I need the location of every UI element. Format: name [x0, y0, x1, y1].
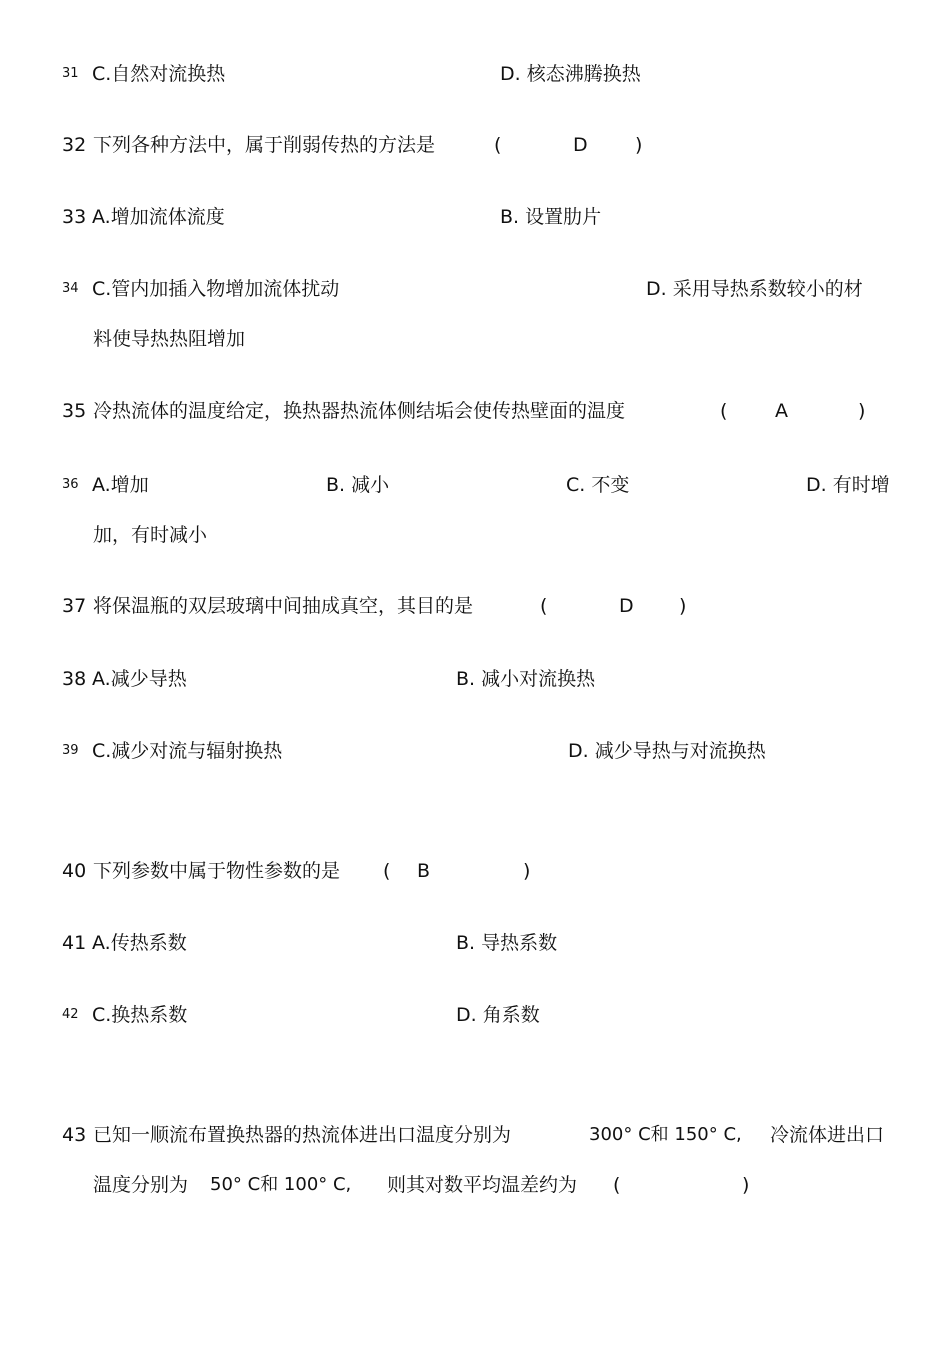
- answer-letter: A: [775, 400, 788, 422]
- question-number: 41: [62, 932, 87, 954]
- answer-letter: D: [619, 595, 634, 617]
- question-text: 下列参数中属于物性参数的是: [93, 860, 341, 882]
- option-c: C.换热系数: [92, 1004, 188, 1026]
- question-number: 37: [62, 595, 87, 617]
- question-number: 39: [62, 743, 79, 758]
- option-b: B. 减小: [326, 474, 390, 496]
- option-a: A.增加: [92, 474, 149, 496]
- answer-open-paren: (: [383, 860, 391, 882]
- question-text: 已知一顺流布置换热器的热流体进出口温度分别为: [93, 1124, 512, 1146]
- option-d: D. 角系数: [456, 1004, 540, 1026]
- question-number: 38: [62, 668, 87, 690]
- option-d-continuation: 加，有时减小: [93, 524, 208, 546]
- question-text: 下列各种方法中，属于削弱传热的方法是: [93, 134, 436, 156]
- answer-letter: B: [417, 860, 431, 882]
- question-text-continued: 冷流体进出口: [770, 1124, 885, 1146]
- question-number: 36: [62, 477, 79, 492]
- answer-close-paren: ): [858, 400, 866, 422]
- answer-close-paren: ): [635, 134, 643, 156]
- question-text: 将保温瓶的双层玻璃中间抽成真空，其目的是: [93, 595, 474, 617]
- answer-open-paren: (: [720, 400, 728, 422]
- answer-letter: D: [573, 134, 588, 156]
- option-d: D. 有时增: [806, 474, 890, 496]
- question-number: 34: [62, 281, 79, 296]
- option-b: B. 设置肋片: [500, 206, 602, 228]
- question-number: 33: [62, 206, 87, 228]
- answer-open-paren: (: [613, 1174, 621, 1196]
- option-b: B. 减小对流换热: [456, 668, 596, 690]
- question-continuation: 温度分别为: [93, 1174, 189, 1196]
- cold-fluid-temperatures: 50° C和 100° C,: [210, 1174, 352, 1195]
- answer-open-paren: (: [494, 134, 502, 156]
- option-c: C. 不变: [566, 474, 630, 496]
- question-number: 40: [62, 860, 87, 882]
- option-b: B. 导热系数: [456, 932, 558, 954]
- answer-close-paren: ): [679, 595, 687, 617]
- question-text: 冷热流体的温度给定，换热器热流体侧结垢会使传热壁面的温度: [93, 400, 626, 422]
- option-d: D. 核态沸腾换热: [500, 63, 641, 85]
- question-number: 31: [62, 66, 79, 81]
- option-c: C.减少对流与辐射换热: [92, 740, 283, 762]
- answer-open-paren: (: [540, 595, 548, 617]
- option-a: A.减少导热: [92, 668, 187, 690]
- option-d: D. 减少导热与对流换热: [568, 740, 766, 762]
- question-number: 32: [62, 134, 87, 156]
- question-number: 42: [62, 1007, 79, 1022]
- option-a: A.传热系数: [92, 932, 187, 954]
- answer-close-paren: ): [742, 1174, 750, 1196]
- question-number: 43: [62, 1124, 87, 1146]
- hot-fluid-temperatures: 300° C和 150° C,: [589, 1124, 742, 1145]
- answer-close-paren: ): [523, 860, 531, 882]
- option-d: D. 采用导热系数较小的材: [646, 278, 863, 300]
- option-c: C.管内加插入物增加流体扰动: [92, 278, 340, 300]
- option-c: C.自然对流换热: [92, 63, 226, 85]
- option-a: A.增加流体流度: [92, 206, 225, 228]
- question-continuation-2: 则其对数平均温差约为: [387, 1174, 578, 1196]
- question-number: 35: [62, 400, 87, 422]
- option-d-continuation: 料使导热热阻增加: [93, 328, 246, 350]
